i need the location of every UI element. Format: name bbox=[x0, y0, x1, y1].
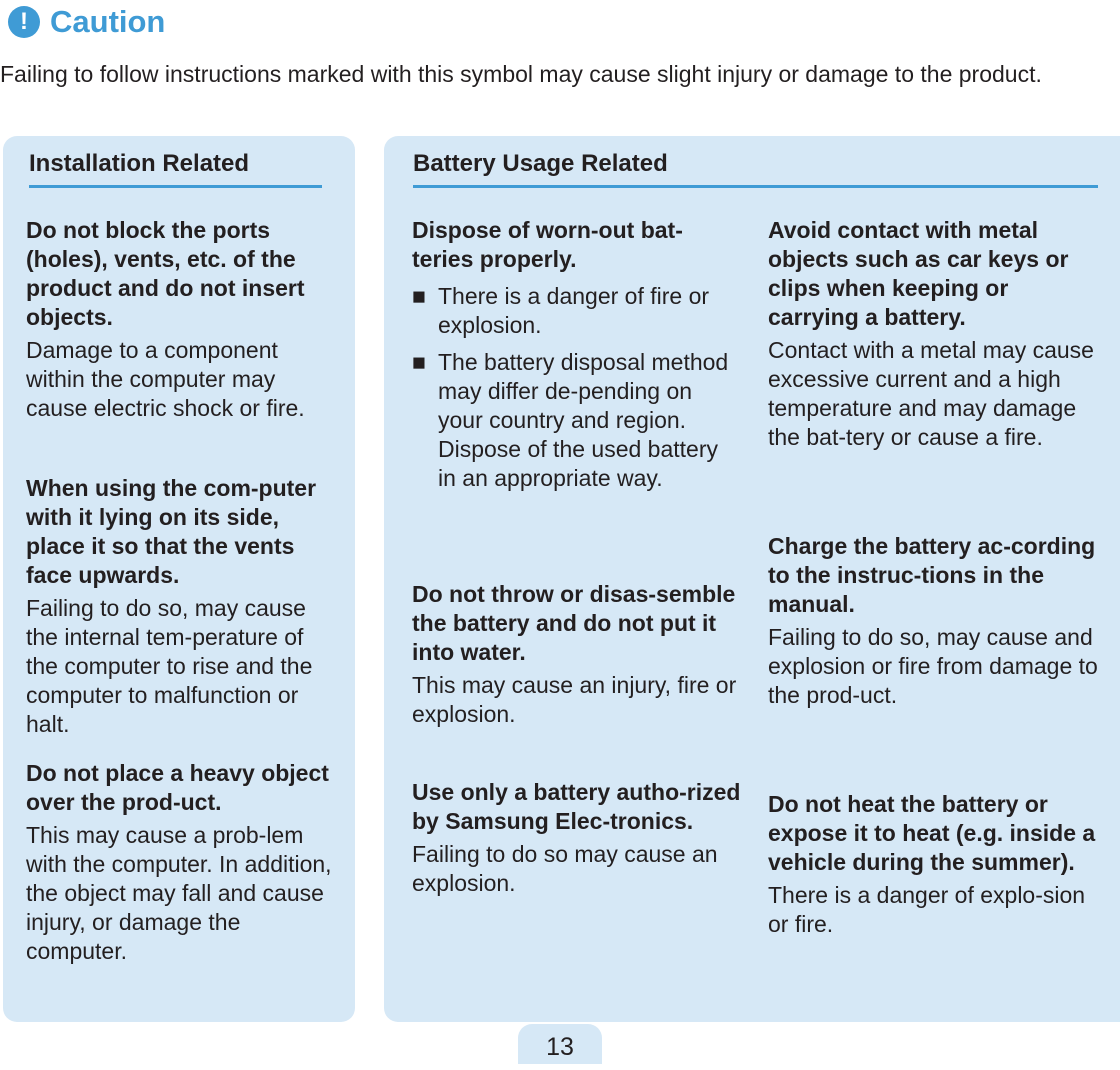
item-title: Do not block the ports (holes), vents, etc. of the product and do not insert objects. bbox=[26, 217, 305, 330]
item-title: Use only a battery autho-rized by Samsung Elec-tronics. bbox=[412, 779, 741, 834]
item-title: Do not place a heavy object over the prod-uct. bbox=[26, 760, 329, 815]
bullet-text: There is a danger of fire or explosion. bbox=[438, 283, 710, 338]
item-title: Do not heat the battery or expose it to heat (e.g. inside a vehicle during the summer). bbox=[768, 791, 1096, 875]
battery-item-metal bbox=[768, 216, 1098, 452]
item-text: This may cause a prob-lem with the computer. In addition, the object may fall and cause injury, or damage the computer. bbox=[26, 822, 332, 964]
caution-header bbox=[8, 2, 165, 42]
installation-heading-rule bbox=[29, 185, 322, 188]
bullet-item bbox=[412, 282, 740, 340]
battery-item-water bbox=[412, 580, 740, 729]
battery-heading: Battery Usage Related bbox=[413, 150, 668, 177]
item-title: Avoid contact with metal objects such as car keys or clips when keeping or carrying a battery. bbox=[768, 217, 1069, 330]
installation-item-ports bbox=[26, 216, 338, 423]
item-title: When using the com-puter with it lying on its side, place it so that the vents face upwards. bbox=[26, 475, 317, 588]
battery-item-authorized bbox=[412, 778, 744, 898]
battery-heading-rule bbox=[413, 185, 1098, 188]
page-number: 13 bbox=[518, 1024, 602, 1064]
item-title: Do not throw or disas-semble the battery and do not put it into water. bbox=[412, 581, 736, 665]
item-text: Damage to a component within the computer may cause electric shock or fire. bbox=[26, 337, 305, 421]
installation-item-side bbox=[26, 474, 340, 739]
item-text: Failing to do so may cause an explosion. bbox=[412, 841, 718, 896]
item-text: Failing to do so, may cause and explosion or fire from damage to the prod-uct. bbox=[768, 624, 1098, 708]
item-text: Contact with a metal may cause excessive current and a high temperature and may damage the bat-tery or cause a fire. bbox=[768, 337, 1094, 450]
item-text: Failing to do so, may cause the internal tem-perature of the computer to rise and the computer to malfunction or halt. bbox=[26, 595, 313, 737]
item-text: This may cause an injury, fire or explosion. bbox=[412, 672, 737, 727]
battery-item-heat bbox=[768, 790, 1098, 939]
bullet-square-icon: ■ bbox=[412, 349, 426, 375]
battery-item-dispose bbox=[412, 216, 740, 493]
caution-intro: Failing to follow instructions marked with this symbol may cause slight injury or damage to the product. bbox=[0, 61, 1042, 87]
exclamation-icon: ! bbox=[8, 6, 40, 38]
item-title: Charge the battery ac-cording to the instruc-tions in the manual. bbox=[768, 533, 1096, 617]
bullet-square-icon: ■ bbox=[412, 283, 426, 309]
item-title: Dispose of worn-out bat-teries properly. bbox=[412, 217, 683, 272]
battery-panel bbox=[384, 136, 1120, 1022]
installation-heading: Installation Related bbox=[29, 150, 250, 177]
caution-title: Caution bbox=[50, 4, 166, 39]
installation-panel bbox=[3, 136, 355, 1022]
battery-item-charge bbox=[768, 532, 1098, 710]
bullet-text: The battery disposal method may differ de-pending on your country and region. Dispose of the used battery in an appropriate way. bbox=[438, 349, 729, 491]
installation-item-heavy-object bbox=[26, 759, 338, 966]
bullet-item bbox=[412, 348, 740, 493]
bullet-list bbox=[412, 282, 740, 493]
item-text: There is a danger of explo-sion or fire. bbox=[768, 882, 1086, 937]
